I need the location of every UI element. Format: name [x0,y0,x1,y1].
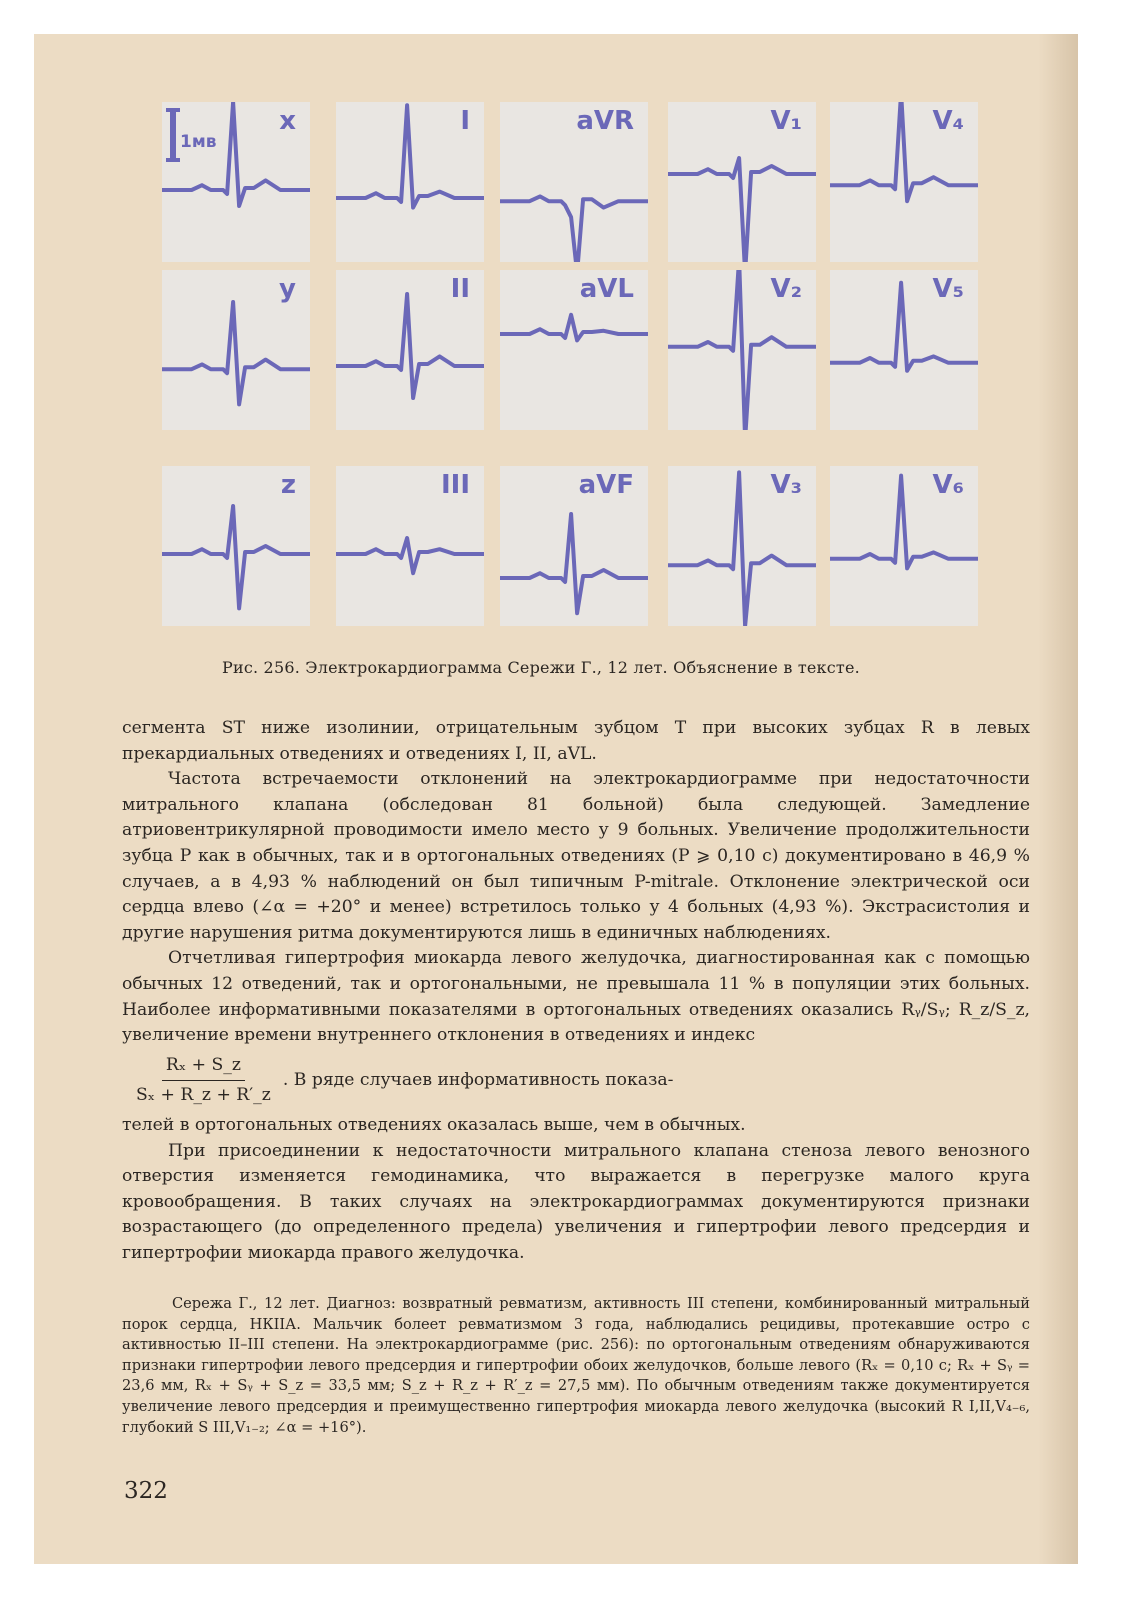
ecg-trace-avr [500,196,648,262]
ecg-trace-avl [500,315,648,341]
paragraph-3-end: телей в ортогональных отведениях оказалась выше, чем в обычных. [122,1114,746,1135]
paragraph-2: Частота встречаемости отклонений на электрокардиограмме при недостаточности митрального клапана (обследован 81 больной) была следующей. Замедление атриовентрикулярной проводимости имело место у 9 больных. Увеличение продолжительности зубца P как в обычных, так и в ортогональных отведениях (P ⩾ 0,10 с) документировано в 46,9 % случаев, а в 4,93 % наблюдений он был типичным P-mitrale. Отклонение электрической оси сердца влево (∠α = +20° и менее) встретилось только у 4 больных (4,93 %). Экстрасистолия и другие нарушения ритма документируются лишь в единичных наблюдениях. [122,769,1030,943]
figure-caption: Рис. 256. Электрокардиограмма Сережи Г., 12 лет. Объяснение в тексте. [222,658,860,677]
ecg-trace-y [162,302,310,404]
lead-label-v6: V₆ [932,470,964,500]
ecg-panel-avr [500,102,648,262]
fraction-denominator: Sₓ + R_z + R′_z [136,1085,271,1106]
lead-label-v5: V₅ [932,274,964,304]
ecg-panel-ii [336,270,484,430]
lead-label-x: х [279,106,296,136]
paragraph-3 [122,946,1030,1048]
paragraph-1: сегмента ST ниже изолинии, отрицательным зубцом T при высоких зубцах R в левых прекардиальных отведениях и отведениях I, II, aVL. [122,718,1030,764]
ecg-panel-v5 [830,270,978,430]
ecg-panel-v1 [668,102,816,262]
calibration-bar [170,108,176,162]
paragraph-4: При присоединении к недостаточности митрального клапана стеноза левого венозного отверстия изменяется гемодинамика, что выражается в перегрузке малого круга кровообращения. В таких случаях на электрокардиограммах документируются признаки возрастающего (до определенного предела) увеличения и гипертрофии левого предсердия и гипертрофии миокарда правого желудочка. [122,1140,1030,1263]
lead-label-ii: II [450,274,470,304]
ecg-trace-iii [336,538,484,573]
ecg-panel-i [336,102,484,262]
ecg-panel-avl [500,270,648,430]
ecg-figure [124,66,984,646]
ecg-trace-v1 [668,158,816,262]
ecg-panel-v3 [668,466,816,626]
calibration-label: 1мв [180,132,217,152]
ecg-panel-iii [336,466,484,626]
lead-label-v3: V₃ [770,470,802,500]
formula-line [122,1053,1030,1109]
fraction-numerator: Rₓ + S_z [162,1053,245,1082]
case-report [122,1294,1030,1438]
ecg-trace-avf [500,514,648,613]
body-text [122,716,1030,1266]
lead-label-v4: V₄ [932,106,964,136]
ecg-panel-x [162,102,310,262]
formula-trailing-text: . В ряде случаев информативность показа- [282,1070,674,1091]
calibration-scale [168,108,226,164]
paragraph-3-text: Отчетливая гипертрофия миокарда левого желудочка, диагностированная как с помощью обычных 12 отведений, так и ортогональными, не превышала 11 % в популяции этих больных. Наиболее информативными показателями в ортогональных отведениях оказались Rᵧ/Sᵧ; R_z/S_z, увеличение времени внутреннего отклонения в отведениях и индекс [122,948,1030,1046]
lead-label-v1: V₁ [770,106,802,136]
ecg-panel-v2 [668,270,816,430]
lead-label-y: у [279,274,296,304]
ecg-trace-ii [336,294,484,398]
lead-label-z: z [280,470,296,500]
page-number: 322 [124,1478,168,1504]
ecg-panel-y [162,270,310,430]
lead-label-v2: V₂ [770,274,802,304]
ecg-panel-z [162,466,310,626]
index-fraction [132,1053,275,1109]
ecg-panel-v4 [830,102,978,262]
lead-label-i: I [460,106,470,136]
lead-label-avr: aVR [576,106,634,136]
ecg-panel-v6 [830,466,978,626]
ecg-panel-avf [500,466,648,626]
case-text: Сережа Г., 12 лет. Диагноз: возвратный ревматизм, активность III степени, комбинированный митральный порок сердца, НКIIА. Мальчик болеет ревматизмом 3 года, наблюдались рецидивы, протекавшие остро с активностью II–III степени. На электрокардиограмме (рис. 256): по ортогональным отведениям обнаруживаются признаки гипертрофии левого предсердия и гипертрофии обоих желудочков, больше левого (Rₓ = 0,10 с; Rₓ + Sᵧ = 23,6 мм, Rₓ + Sᵧ + S_z = 33,5 мм; S_z + R_z + R′_z = 27,5 мм). По обычным отведениям также документируется увеличение левого предсердия и преимущественно гипертрофия миокарда левого желудочка (высокий R I,II,V₄₋₆, глубокий S III,V₁₋₂; ∠α = +16°). [122,1295,1030,1436]
lead-label-avl: aVL [579,274,634,304]
lead-label-iii: III [440,470,470,500]
ecg-trace-z [162,506,310,608]
lead-label-avf: aVF [578,470,634,500]
